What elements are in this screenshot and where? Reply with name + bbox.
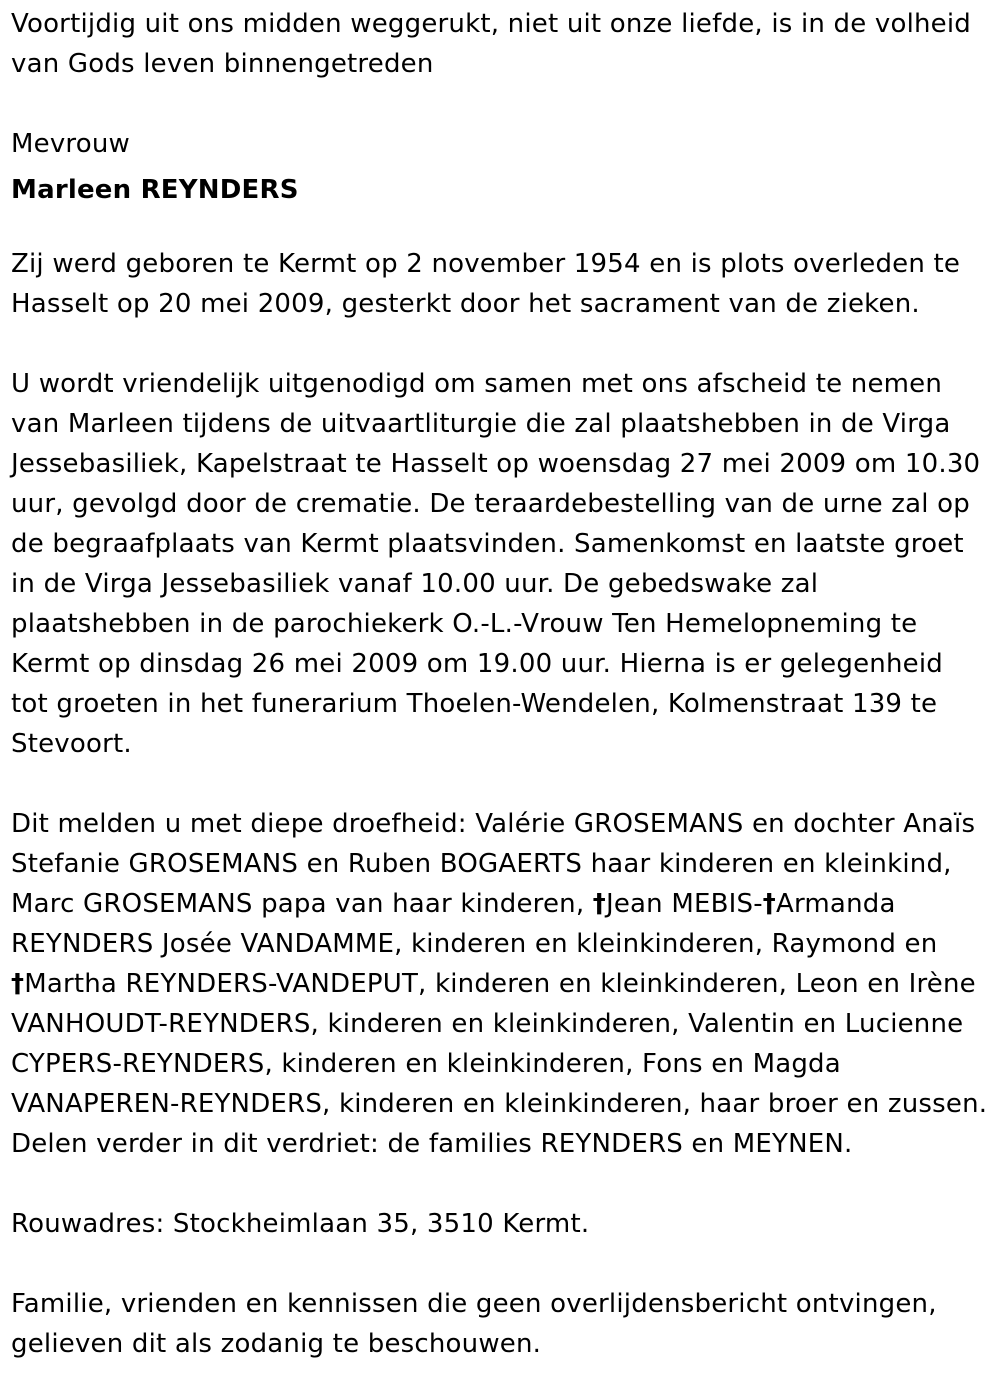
closing-paragraph: Familie, vrienden en kennissen die geen overlijdensbericht ontvingen, gelieven dit als zodanig te beschouwen.	[11, 1289, 937, 1359]
family-paragraph	[11, 804, 996, 1164]
family-text-part4: Martha REYNDERS-VANDEPUT, kinderen en kleinkinderen, Leon en Irène VANHOUDT-REYNDERS, kinderen en kleinkinderen, Valentin en Lucienne CYPERS-REYNDERS, kinderen en kleinkinderen, Fons en Magda VANAPEREN-REYNDERS, kinderen en kleinkinderen, haar broer en zussen. Delen verder in dit verdriet: de families REYNDERS en MEYNEN.	[11, 969, 988, 1159]
salutation: Mevrouw	[11, 129, 130, 159]
family-text-part1: Dit melden u met diepe droefheid: Valérie GROSEMANS en dochter Anaïs Stefanie GROSEMANS en Ruben BOGAERTS haar kinderen en kleinkind, Marc GROSEMANS papa van haar kinderen,	[11, 809, 976, 919]
spacer	[11, 1244, 996, 1284]
intro-text: Voortijdig uit ons midden weggerukt, niet uit onze liefde, is in de volheid van Gods leven binnengetreden	[11, 9, 972, 79]
deceased-name: Marleen REYNDERS	[11, 175, 299, 205]
spacer	[11, 1164, 996, 1204]
spacer	[11, 324, 996, 364]
spacer	[11, 204, 996, 244]
birth-death-paragraph: Zij werd geboren te Kermt op 2 november 1954 en is plots overleden te Hasselt op 20 mei 2009, gesterkt door het sacrament van de zieken.	[11, 249, 961, 319]
family-text-part3: Armanda REYNDERS Josée VANDAMME, kinderen en kleinkinderen, Raymond en	[11, 889, 938, 959]
funeral-info-paragraph: U wordt vriendelijk uitgenodigd om samen met ons afscheid te nemen van Marleen tijdens de uitvaartliturgie die zal plaatshebben in de Virga Jessebasiliek, Kapelstraat te Hasselt op woensdag 27 mei 2009 om 10.30 uur, gevolgd door de crematie. De teraardebestelling van de urne zal op de begraafplaats van Kermt plaatsvinden. Samenkomst en laatste groet in de Virga Jessebasiliek vanaf 10.00 uur. De gebedswake zal plaatshebben in de parochiekerk O.-L.-Vrouw Ten Hemelopneming te Kermt op dinsdag 26 mei 2009 om 19.00 uur. Hierna is er gelegenheid tot groeten in het funerarium Thoelen-Wendelen, Kolmenstraat 139 te Stevoort.	[11, 369, 981, 759]
obituary-document	[11, 4, 996, 1364]
cross-icon: †	[11, 969, 25, 999]
mourning-address: Rouwadres: Stockheimlaan 35, 3510 Kermt.	[11, 1209, 590, 1239]
cross-icon: †	[762, 889, 776, 919]
spacer	[11, 84, 996, 124]
family-text-part2: Jean MEBIS-	[605, 889, 763, 919]
cross-icon: †	[592, 889, 606, 919]
spacer	[11, 764, 996, 804]
